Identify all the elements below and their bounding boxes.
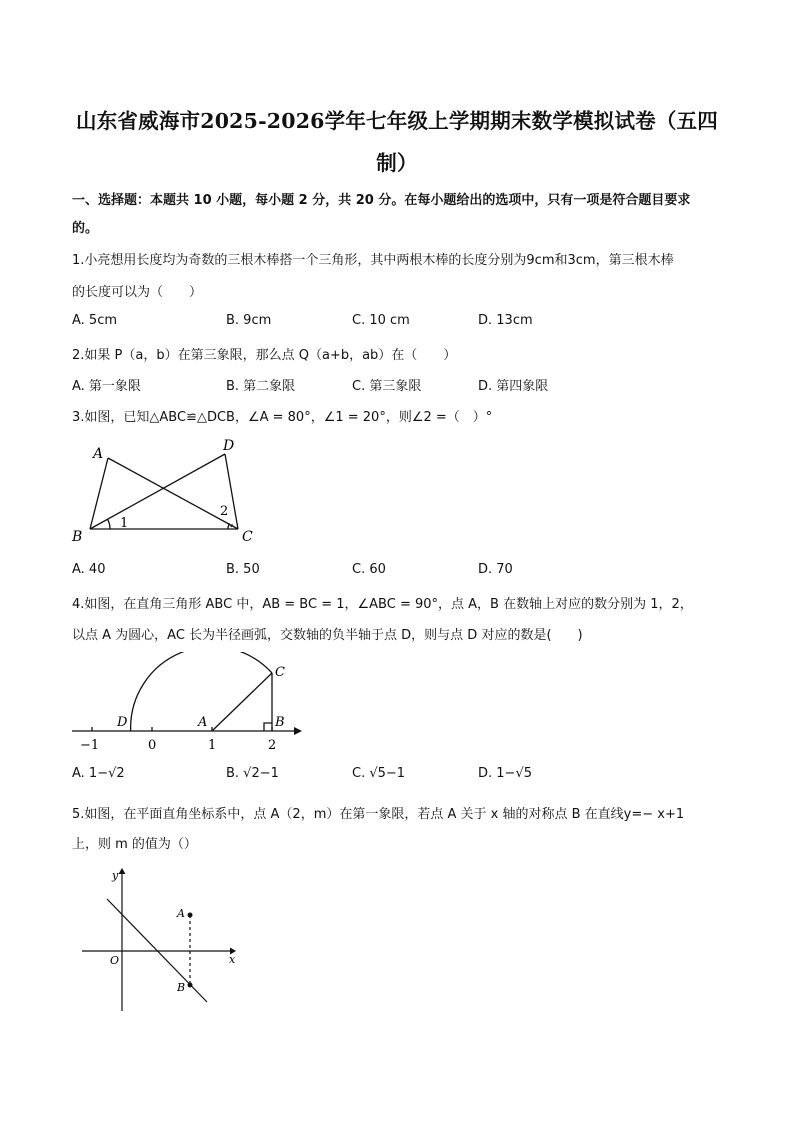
segment-ac — [212, 673, 272, 731]
q1-stem-line2: 的长度可以为（ ） — [72, 285, 203, 300]
q1-stem-line1: 1.小亮想用长度均为奇数的三根木棒搭一个三角形，其中两根木棒的长度分别为9cm和3cm，第三根木棒 — [72, 253, 674, 268]
q4-option-c: C. √5−1 — [352, 766, 406, 781]
q3-option-d: D. 70 — [478, 562, 513, 577]
q5-stem-line1: 5.如图，在平面直角坐标系中，点 A（2，m）在第一象限，若点 A 关于 x 轴的对称点 B 在直线y=− x+1 — [72, 807, 685, 822]
label-tick-2: 2 — [268, 738, 277, 753]
label-d: D — [117, 715, 128, 730]
label-tick-1: 1 — [208, 738, 217, 753]
q4-option-d: D. 1−√5 — [478, 766, 532, 781]
y-axis-arrow — [119, 868, 126, 874]
point-a — [188, 913, 193, 918]
label-angle2: 2 — [220, 504, 229, 519]
label-b: B — [177, 981, 186, 994]
q4-number-line-figure — [68, 652, 308, 757]
label-y: y — [112, 869, 119, 882]
q2-option-d: D. 第四象限 — [478, 379, 549, 394]
section-heading-line2: 的。 — [72, 221, 99, 236]
q4-stem-line2: 以点 A 为圆心，AC 长为半径画弧，交数轴的负半轴于点 D，则与点 D 对应的数是( ) — [72, 628, 583, 643]
q5-coordinate-figure — [74, 864, 254, 1016]
point-b — [188, 983, 193, 988]
label-c: C — [242, 529, 253, 545]
q4-stem-line1: 4.如图，在直角三角形 ABC 中，AB = BC = 1，∠ABC = 90°，点 A，B 在数轴上对应的数分别为 1，2， — [72, 597, 693, 612]
q3-option-a: A. 40 — [72, 562, 106, 577]
label-a: A — [198, 715, 208, 730]
label-a: A — [93, 446, 104, 462]
q5-stem-line2: 上，则 m 的值为（） — [72, 837, 197, 852]
q3-option-c: C. 60 — [352, 562, 386, 577]
label-x: x — [229, 953, 236, 966]
label-tick-0: 0 — [148, 738, 157, 753]
q2-option-b: B. 第二象限 — [226, 379, 296, 394]
label-b: B — [72, 529, 83, 545]
label-tick-minus1: −1 — [80, 738, 100, 753]
label-b: B — [275, 715, 285, 730]
q3-triangle-figure — [60, 432, 260, 550]
q1-option-b: B. 9cm — [226, 313, 272, 328]
label-c: C — [275, 665, 285, 680]
q4-option-b: B. √2−1 — [226, 766, 279, 781]
q4-option-a: A. 1−√2 — [72, 766, 125, 781]
axis-arrow — [294, 727, 302, 735]
q3-option-b: B. 50 — [226, 562, 260, 577]
q1-option-a: A. 5cm — [72, 313, 118, 328]
q1-option-c: C. 10 cm — [352, 313, 410, 328]
q2-option-c: C. 第三象限 — [352, 379, 422, 394]
page-title: 山东省威海市2025-2026学年七年级上学期期末数学模拟试卷（五四制） — [76, 109, 718, 175]
q3-stem: 3.如图，已知△ABC≌△DCB，∠A = 80°，∠1 = 20°，则∠2 =（ ）° — [72, 410, 493, 425]
q2-option-a: A. 第一象限 — [72, 379, 141, 394]
q1-option-d: D. 13cm — [478, 313, 533, 328]
segment-ab — [90, 458, 108, 529]
label-d: D — [223, 438, 235, 454]
label-a: A — [177, 907, 185, 920]
section-heading-line1: 一、选择题：本题共 10 小题，每小题 2 分，共 20 分。在每小题给出的选项中，只有一项是符合题目要求 — [72, 193, 691, 208]
angle1-arc — [108, 519, 110, 529]
right-angle-marker — [264, 723, 272, 731]
q2-stem: 2.如果 P（a，b）在第三象限，那么点 Q（a+b，ab）在（ ） — [72, 348, 457, 363]
label-o: O — [110, 954, 120, 967]
label-angle1: 1 — [120, 516, 129, 531]
segment-bd — [90, 454, 225, 529]
